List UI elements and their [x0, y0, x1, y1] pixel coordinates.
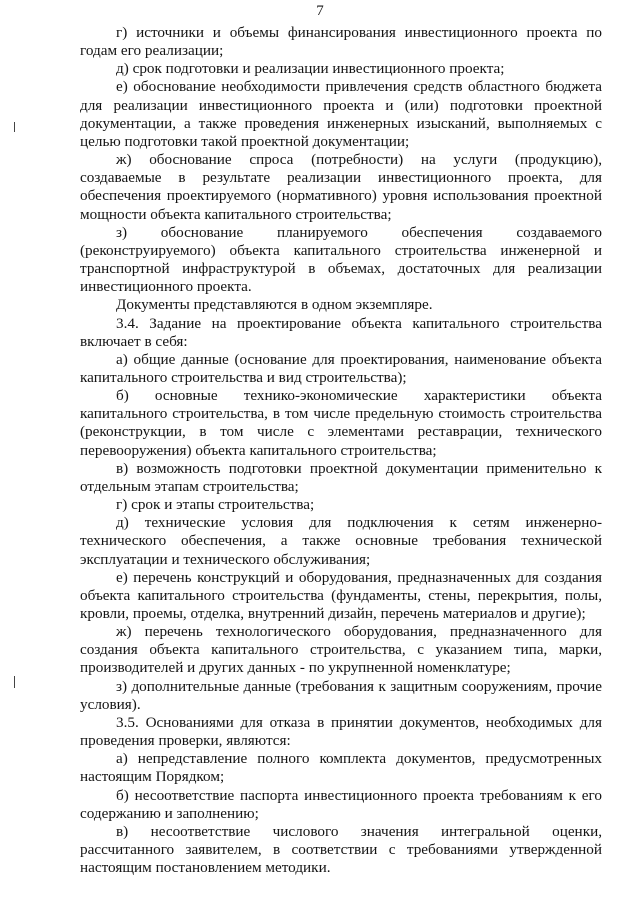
paragraph-v-stages: в) возможность подготовки проектной документации применительно к отдельным этапам строительства; — [80, 459, 602, 495]
paragraph-one-copy: Документы представляются в одном экземпляре. — [116, 296, 433, 314]
paragraph-e-structures-list: е) перечень конструкций и оборудования, предназначенных для создания объекта капитального строительства (фундаменты, стены, перекрытия, полы, кровли, проемы, отделка, внутренний дизайн, перечень материалов и другие); — [80, 568, 602, 622]
paragraph-zh-equipment-list: ж) перечень технологического оборудования, предназначенного для создания объекта капитального строительства, с указанием типа, марки, производителей и других данных - по укрупненной номенклатуре; — [80, 623, 602, 677]
document-body — [80, 24, 602, 877]
paragraph-v-integral-score: в) несоответствие числового значения интегральной оценки, рассчитанного заявителем, в соответствии с требованиями утвержденной настоящим постановлением методики. — [80, 822, 602, 877]
paragraph-b-characteristics: б) основные технико-экономические характеристики объекта капитального строительства, в том числе предельную стоимость строительства (реконструкции, в том числе с элементами реставрации, технического перевооружения) объекта капитального строительства; — [80, 387, 602, 459]
paragraph-a-incomplete-set: а) непредставление полного комплекта документов, предусмотренных настоящим Порядком; — [80, 750, 602, 786]
page-number: 7 — [316, 3, 324, 19]
paragraph-g-schedule: г) срок и этапы строительства; — [116, 496, 315, 514]
paragraph-3-4-design-task: 3.4. Задание на проектирование объекта капитального строительства включает в себя: — [80, 314, 602, 350]
scan-edge-mark-bottom — [14, 676, 15, 688]
scan-edge-mark-top — [14, 122, 15, 132]
paragraph-a-general-data: а) общие данные (основание для проектирования, наименование объекта капитального строительства и вид строительства); — [80, 350, 602, 386]
paragraph-3-5-refusal-grounds: 3.5. Основаниями для отказа в принятии документов, необходимых для проведения проверки, являются: — [80, 713, 602, 750]
paragraph-g-financing: г) источники и объемы финансирования инвестиционного проекта по годам его реализации; — [80, 24, 602, 60]
paragraph-zh-demand-justification: ж) обоснование спроса (потребности) на услуги (продукцию), создаваемые в результате реализации инвестиционного проекта, для обеспечения проектируемого (нормативного) уровня использования проектной мощности объекта капитального строительства; — [80, 151, 602, 223]
paragraph-e-budget-justification: е) обоснование необходимости привлечения средств областного бюджета для реализации инвестиционного проекта и (или) подготовки проектной документации, а также проведения инженерных изысканий, выполняемых с целью подготовки такой проектной документации; — [80, 78, 602, 150]
paragraph-d-timeline: д) срок подготовки и реализации инвестиционного проекта; — [116, 60, 505, 78]
paragraph-z-infrastructure: з) обоснование планируемого обеспечения создаваемого (реконструируемого) объекта капитального строительства инженерной и транспортной инфраструктурой в объемах, достаточных для реализации инвестиционного проекта. — [80, 223, 602, 296]
paragraph-z-additional-data: з) дополнительные данные (требования к защитным сооружениям, прочие условия). — [80, 677, 602, 713]
paragraph-d-technical-conditions: д) технические условия для подключения к сетям инженерно-технического обеспечения, а также основные требования технической эксплуатации и технического обслуживания; — [80, 514, 602, 568]
paragraph-b-passport-mismatch: б) несоответствие паспорта инвестиционного проекта требованиям к его содержанию и заполнению; — [80, 786, 602, 822]
